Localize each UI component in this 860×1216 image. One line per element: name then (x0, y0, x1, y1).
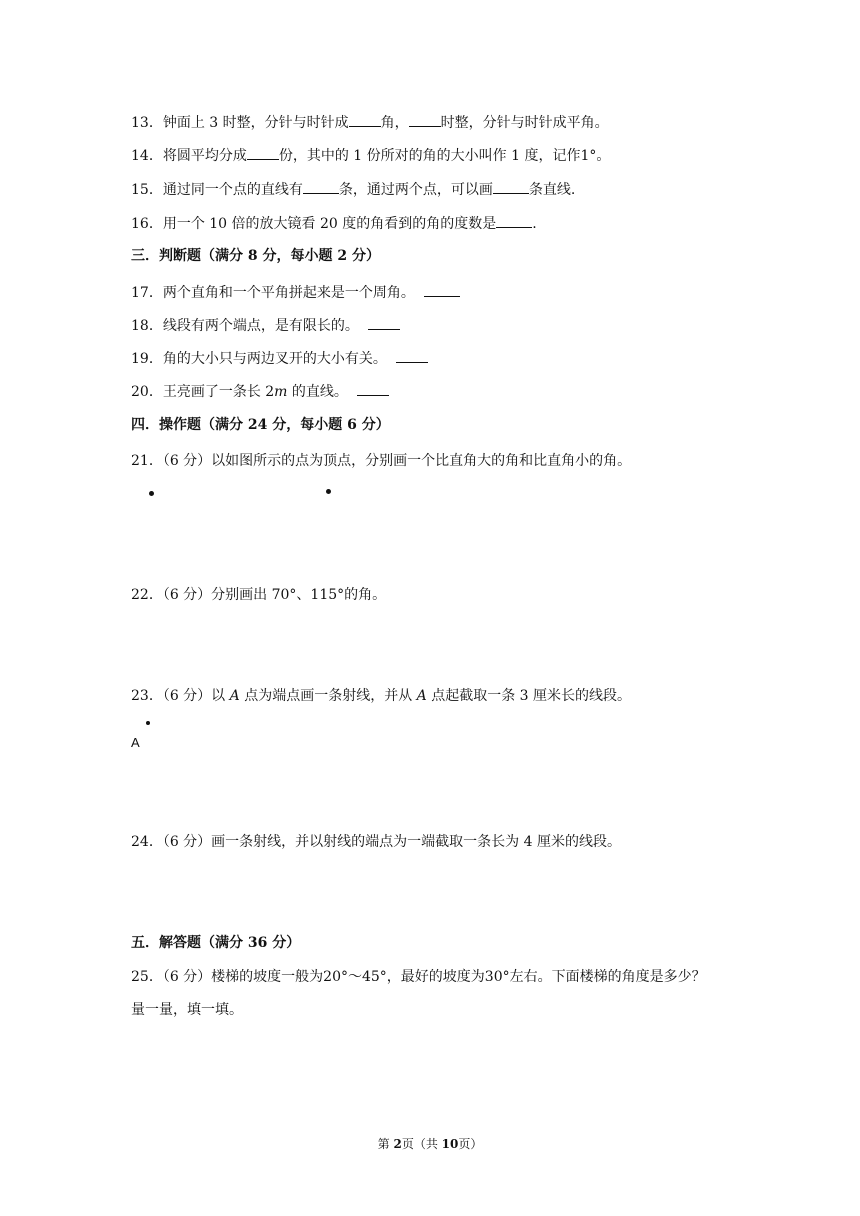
answer-blank[interactable] (357, 381, 389, 396)
question-20: 20．王亮画了一条长 2m 的直线。 (131, 381, 389, 402)
question-14: 14．将圆平均分成 份，其中的 1 份所对的角的大小叫作 1 度，记作1°。 (131, 145, 610, 166)
section-5-heading: 五．解答题（满分 36 分） (131, 935, 301, 951)
point-a-label: A (131, 735, 140, 750)
answer-blank[interactable] (409, 112, 441, 127)
question-23: 23．（6 分）以 A 点为端点画一条射线，并从 A 点起截取一条 3 厘米长的线段。 (131, 688, 632, 704)
answer-blank[interactable] (303, 179, 339, 194)
section-4-heading: 四．操作题（满分 24 分，每小题 6 分） (131, 417, 390, 433)
question-18: 18．线段有两个端点，是有限长的。 (131, 315, 400, 336)
page-footer: 第 2页（共 10页） (377, 1137, 483, 1151)
question-25-continued: 量一量，填一填。 (131, 1002, 243, 1018)
answer-blank[interactable] (496, 213, 532, 228)
question-15: 15．通过同一个点的直线有 条，通过两个点，可以画 条直线. (131, 179, 575, 200)
answer-blank[interactable] (396, 348, 428, 363)
question-16: 16．用一个 10 倍的放大镜看 20 度的角看到的角的度数是 . (131, 213, 537, 234)
answer-blank[interactable] (368, 315, 400, 330)
question-17: 17．两个直角和一个平角拼起来是一个周角。 (131, 282, 460, 303)
question-25: 25．（6 分）楼梯的坡度一般为20°～45°，最好的坡度为30°左右。下面楼梯的角度是多少？ (131, 969, 706, 985)
question-13: 13．钟面上 3 时整，分针与时针成 角， 时整，分针与时针成平角。 (131, 112, 609, 133)
answer-blank[interactable] (247, 145, 279, 160)
answer-blank[interactable] (424, 282, 460, 297)
question-22: 22．（6 分）分别画出 70°、115°的角。 (131, 587, 387, 603)
question-19: 19．角的大小只与两边叉开的大小有关。 (131, 348, 428, 369)
vertex-point (149, 491, 154, 496)
section-3-heading: 三．判断题（满分 8 分，每小题 2 分） (131, 248, 380, 264)
question-24: 24．（6 分）画一条射线，并以射线的端点为一端截取一条长为 4 厘米的线段。 (131, 834, 621, 850)
point-a (146, 721, 150, 725)
answer-blank[interactable] (349, 112, 381, 127)
vertex-point (326, 489, 331, 494)
answer-blank[interactable] (493, 179, 529, 194)
question-21: 21．（6 分）以如图所示的点为顶点，分别画一个比直角大的角和比直角小的角。 (131, 453, 632, 469)
